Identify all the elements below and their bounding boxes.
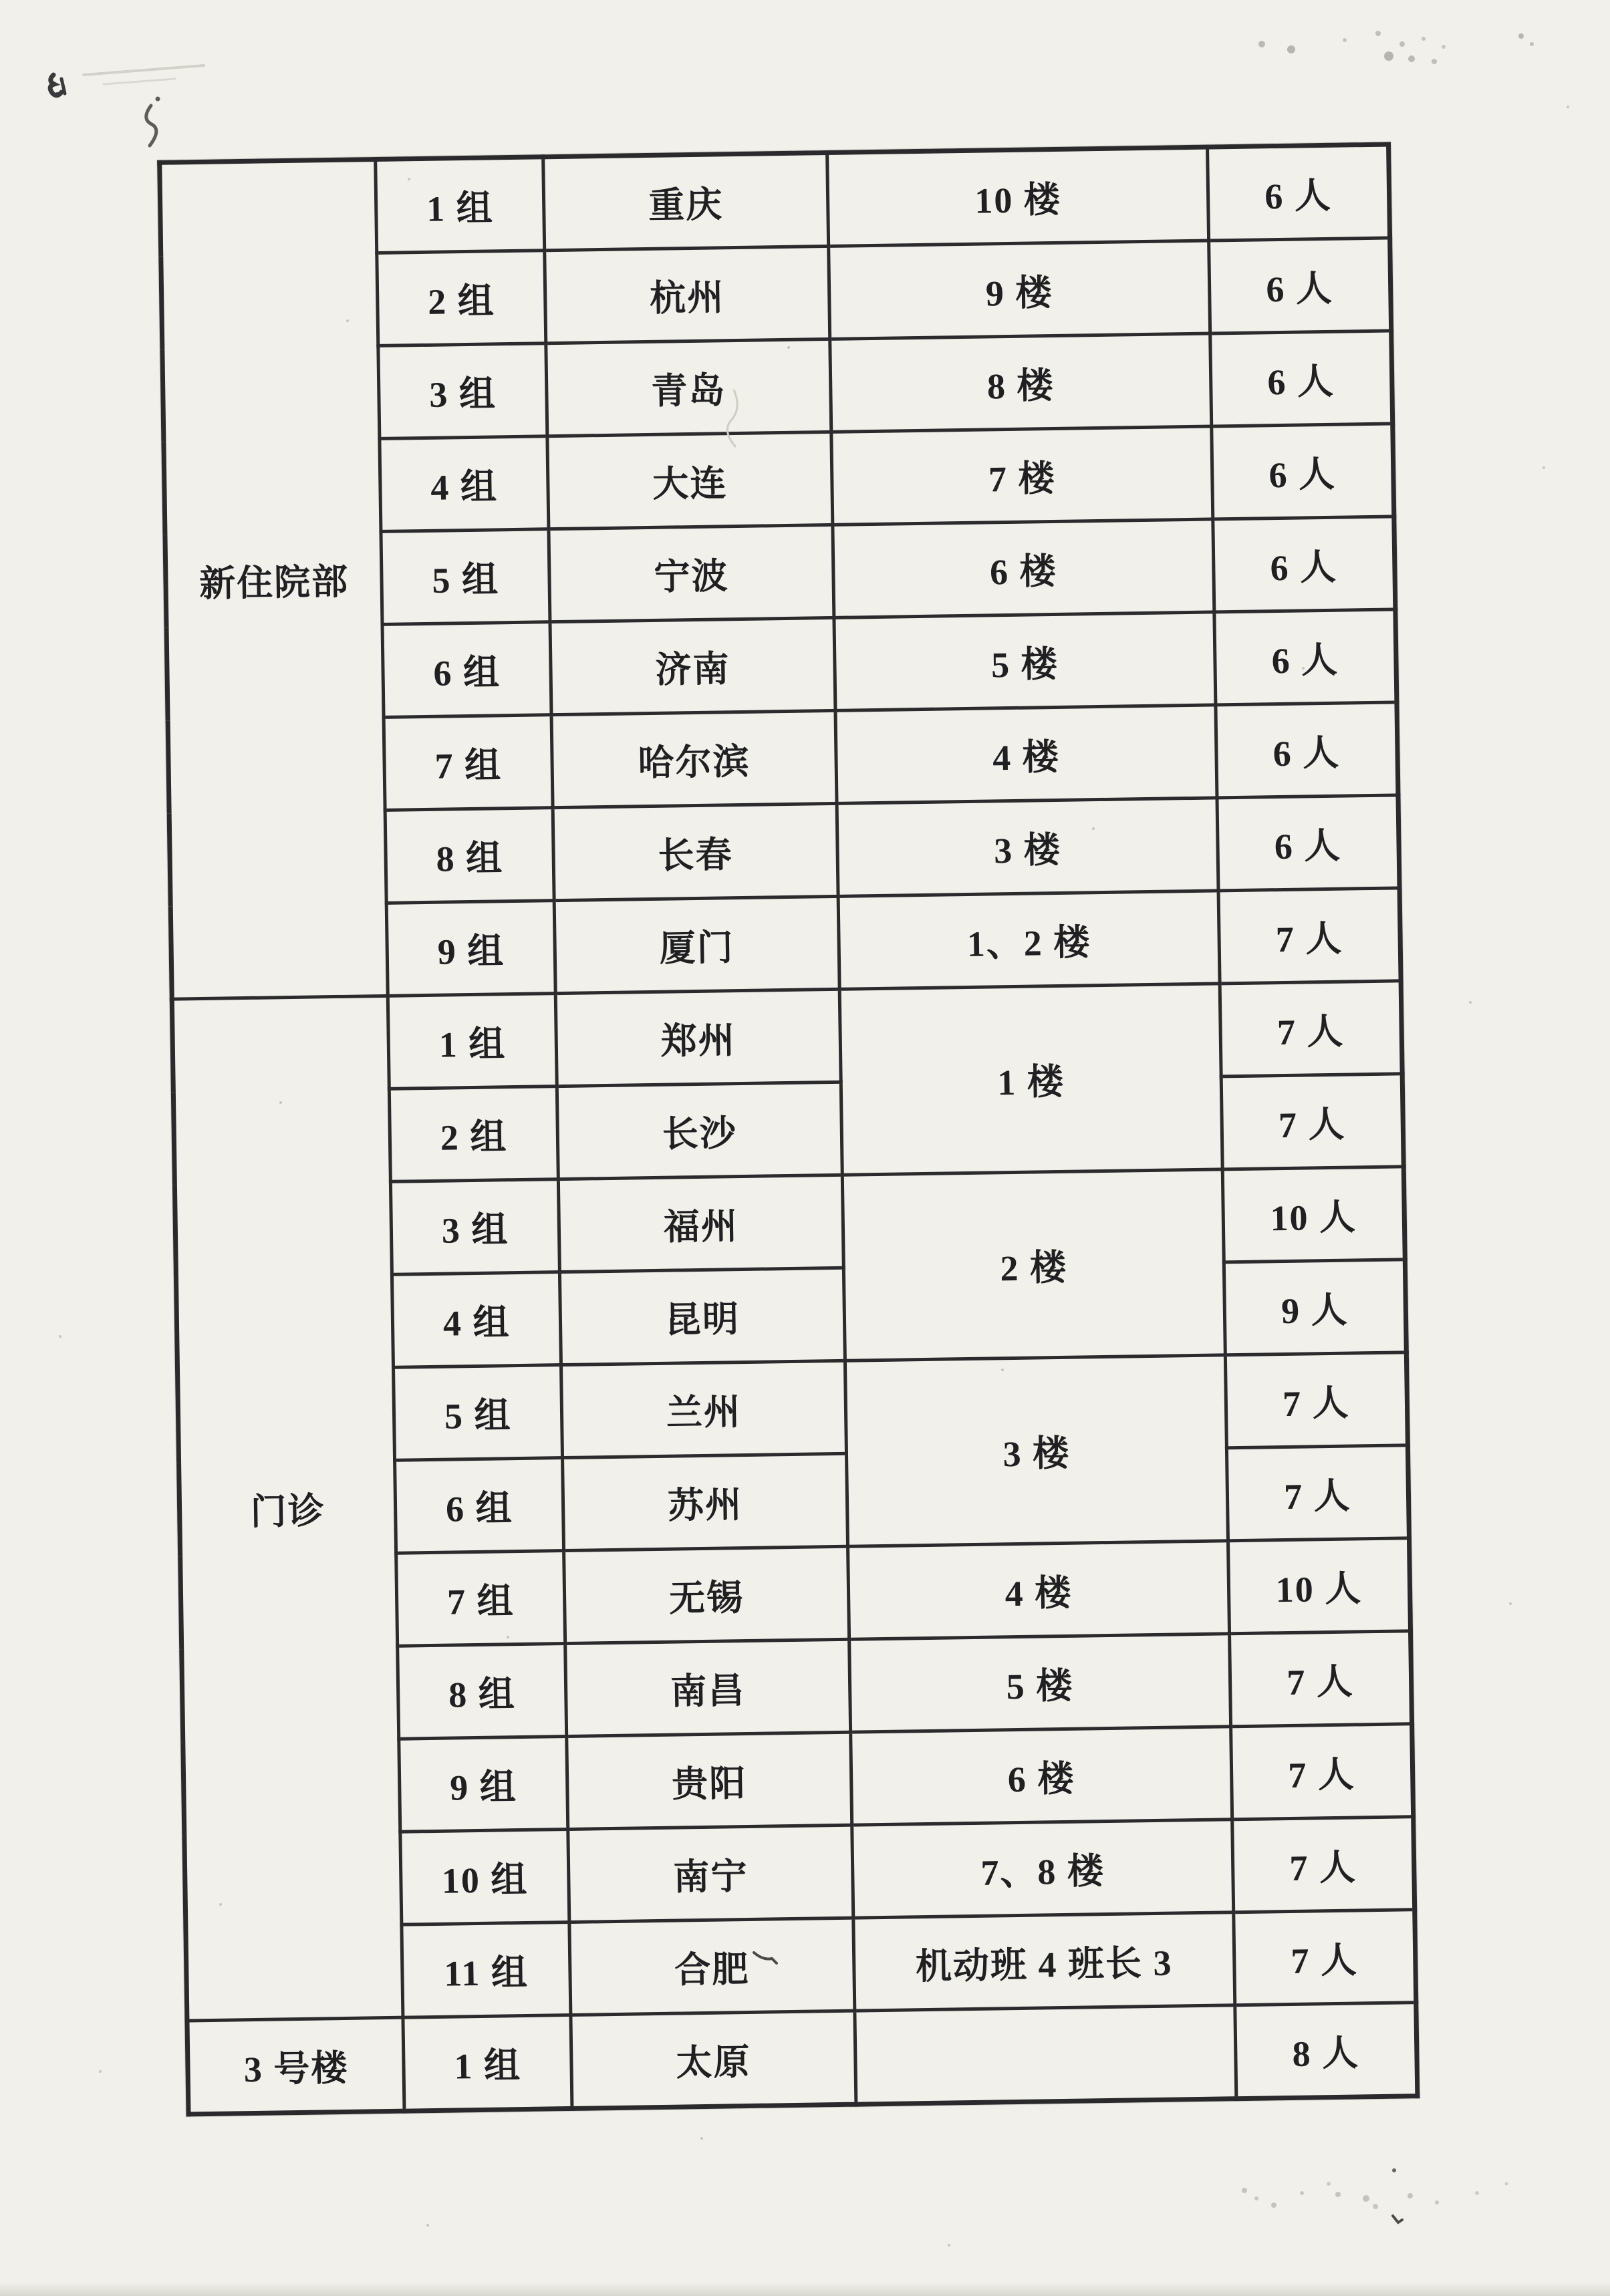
floor-cell: 7 楼 (831, 426, 1213, 525)
people-cell: 6 人 (1216, 702, 1398, 798)
city-cell: 贵阳 (567, 1732, 852, 1829)
people-cell: 6 人 (1213, 517, 1395, 612)
people-cell: 7 人 (1229, 1631, 1412, 1727)
people-cell: 8 人 (1235, 2003, 1418, 2099)
floor-cell: 5 楼 (849, 1634, 1230, 1732)
city-cell: 厦门 (554, 896, 839, 993)
floor-cell: 机动班 4 班长 3 (853, 1912, 1235, 2011)
people-cell: 7 人 (1231, 1724, 1414, 1820)
scan-smudge-cluster-top-right (1258, 31, 1534, 64)
floor-cell: 10 楼 (827, 147, 1208, 246)
people-cell: 7 人 (1220, 981, 1402, 1077)
scan-ink-blob (50, 75, 65, 98)
group-cell: 4 组 (380, 436, 549, 532)
group-cell: 5 组 (394, 1365, 563, 1461)
people-cell: 6 人 (1214, 609, 1397, 705)
roster-table-wrap (157, 142, 1419, 2090)
city-cell: 重庆 (543, 152, 829, 250)
floor-cell: 5 楼 (834, 612, 1216, 710)
group-cell: 5 组 (381, 529, 550, 625)
people-cell: 6 人 (1209, 238, 1391, 333)
city-cell: 大连 (547, 432, 833, 529)
group-cell: 7 组 (384, 715, 553, 811)
city-cell: 杭州 (545, 246, 830, 343)
people-cell: 6 人 (1212, 424, 1394, 519)
city-cell: 宁波 (549, 525, 834, 621)
floor-cell: 7、8 楼 (852, 1820, 1234, 1918)
table-row (160, 144, 1390, 256)
group-cell: 1 组 (376, 157, 545, 253)
people-cell: 6 人 (1210, 331, 1393, 426)
city-cell: 福州 (559, 1175, 844, 1272)
floor-cell: 1、2 楼 (838, 891, 1220, 989)
city-cell: 苏州 (563, 1453, 848, 1550)
duty-roster-table (157, 142, 1420, 2116)
people-cell: 7 人 (1218, 888, 1401, 984)
city-cell: 昆明 (560, 1268, 845, 1365)
table-row (172, 981, 1402, 1092)
city-cell: 长沙 (557, 1082, 842, 1179)
people-cell: 10 人 (1228, 1538, 1410, 1634)
scan-curl-mark (146, 97, 160, 146)
floor-cell: 3 楼 (845, 1355, 1228, 1546)
people-cell: 7 人 (1221, 1074, 1403, 1169)
city-cell: 太原 (571, 2011, 856, 2108)
city-cell: 南昌 (565, 1639, 851, 1736)
city-cell: 郑州 (555, 989, 841, 1086)
group-cell: 2 组 (377, 251, 546, 346)
group-cell: 8 组 (385, 808, 554, 903)
group-cell: 9 组 (399, 1737, 568, 1832)
floor-cell: 9 楼 (828, 241, 1210, 339)
group-cell: 7 组 (396, 1551, 565, 1646)
group-cell: 3 组 (391, 1179, 560, 1275)
group-cell: 11 组 (402, 1922, 571, 2017)
table-row (187, 2003, 1418, 2114)
group-cell: 1 组 (403, 2015, 572, 2111)
floor-cell: 6 楼 (850, 1727, 1232, 1825)
floor-cell: 4 楼 (835, 705, 1217, 803)
floor-cell: 6 楼 (833, 519, 1214, 617)
city-cell: 济南 (550, 617, 835, 714)
group-cell: 4 组 (392, 1272, 561, 1368)
group-cell: 10 组 (400, 1830, 569, 1925)
group-cell: 6 组 (382, 622, 551, 718)
people-cell: 6 人 (1207, 144, 1389, 241)
people-cell: 9 人 (1224, 1260, 1406, 1355)
city-cell: 青岛 (546, 339, 831, 436)
city-cell: 合肥 (569, 1918, 855, 2015)
people-cell: 7 人 (1234, 1910, 1416, 2005)
city-cell: 长春 (553, 803, 838, 900)
group-cell: 2 组 (390, 1087, 559, 1182)
people-cell: 7 人 (1232, 1817, 1415, 1912)
people-cell: 7 人 (1225, 1352, 1407, 1448)
section-cell: 3 号楼 (187, 2017, 404, 2114)
city-cell: 兰州 (561, 1360, 847, 1457)
city-cell: 哈尔滨 (551, 710, 837, 807)
floor-cell-empty (855, 2005, 1236, 2104)
people-cell: 10 人 (1222, 1167, 1405, 1262)
city-cell: 南宁 (568, 1825, 853, 1922)
floor-cell: 3 楼 (837, 798, 1218, 896)
section-cell: 新住院部 (160, 160, 388, 1000)
scan-bottom-edge-shadow (0, 2283, 1610, 2296)
group-cell: 1 组 (388, 994, 557, 1089)
group-cell: 8 组 (398, 1644, 567, 1739)
scan-smudge-cluster-bottom-right (1242, 2168, 1508, 2222)
group-cell: 6 组 (395, 1458, 564, 1554)
people-cell: 7 人 (1226, 1445, 1409, 1541)
people-cell: 6 人 (1217, 795, 1399, 891)
floor-cell: 4 楼 (847, 1541, 1229, 1639)
city-cell: 无锡 (564, 1546, 849, 1643)
group-cell: 3 组 (378, 343, 547, 439)
floor-cell: 2 楼 (842, 1169, 1225, 1360)
floor-cell: 8 楼 (830, 333, 1212, 432)
scan-streaks (84, 65, 204, 84)
section-cell: 门诊 (172, 996, 403, 2021)
floor-cell: 1 楼 (839, 984, 1222, 1175)
group-cell: 9 组 (386, 901, 555, 996)
